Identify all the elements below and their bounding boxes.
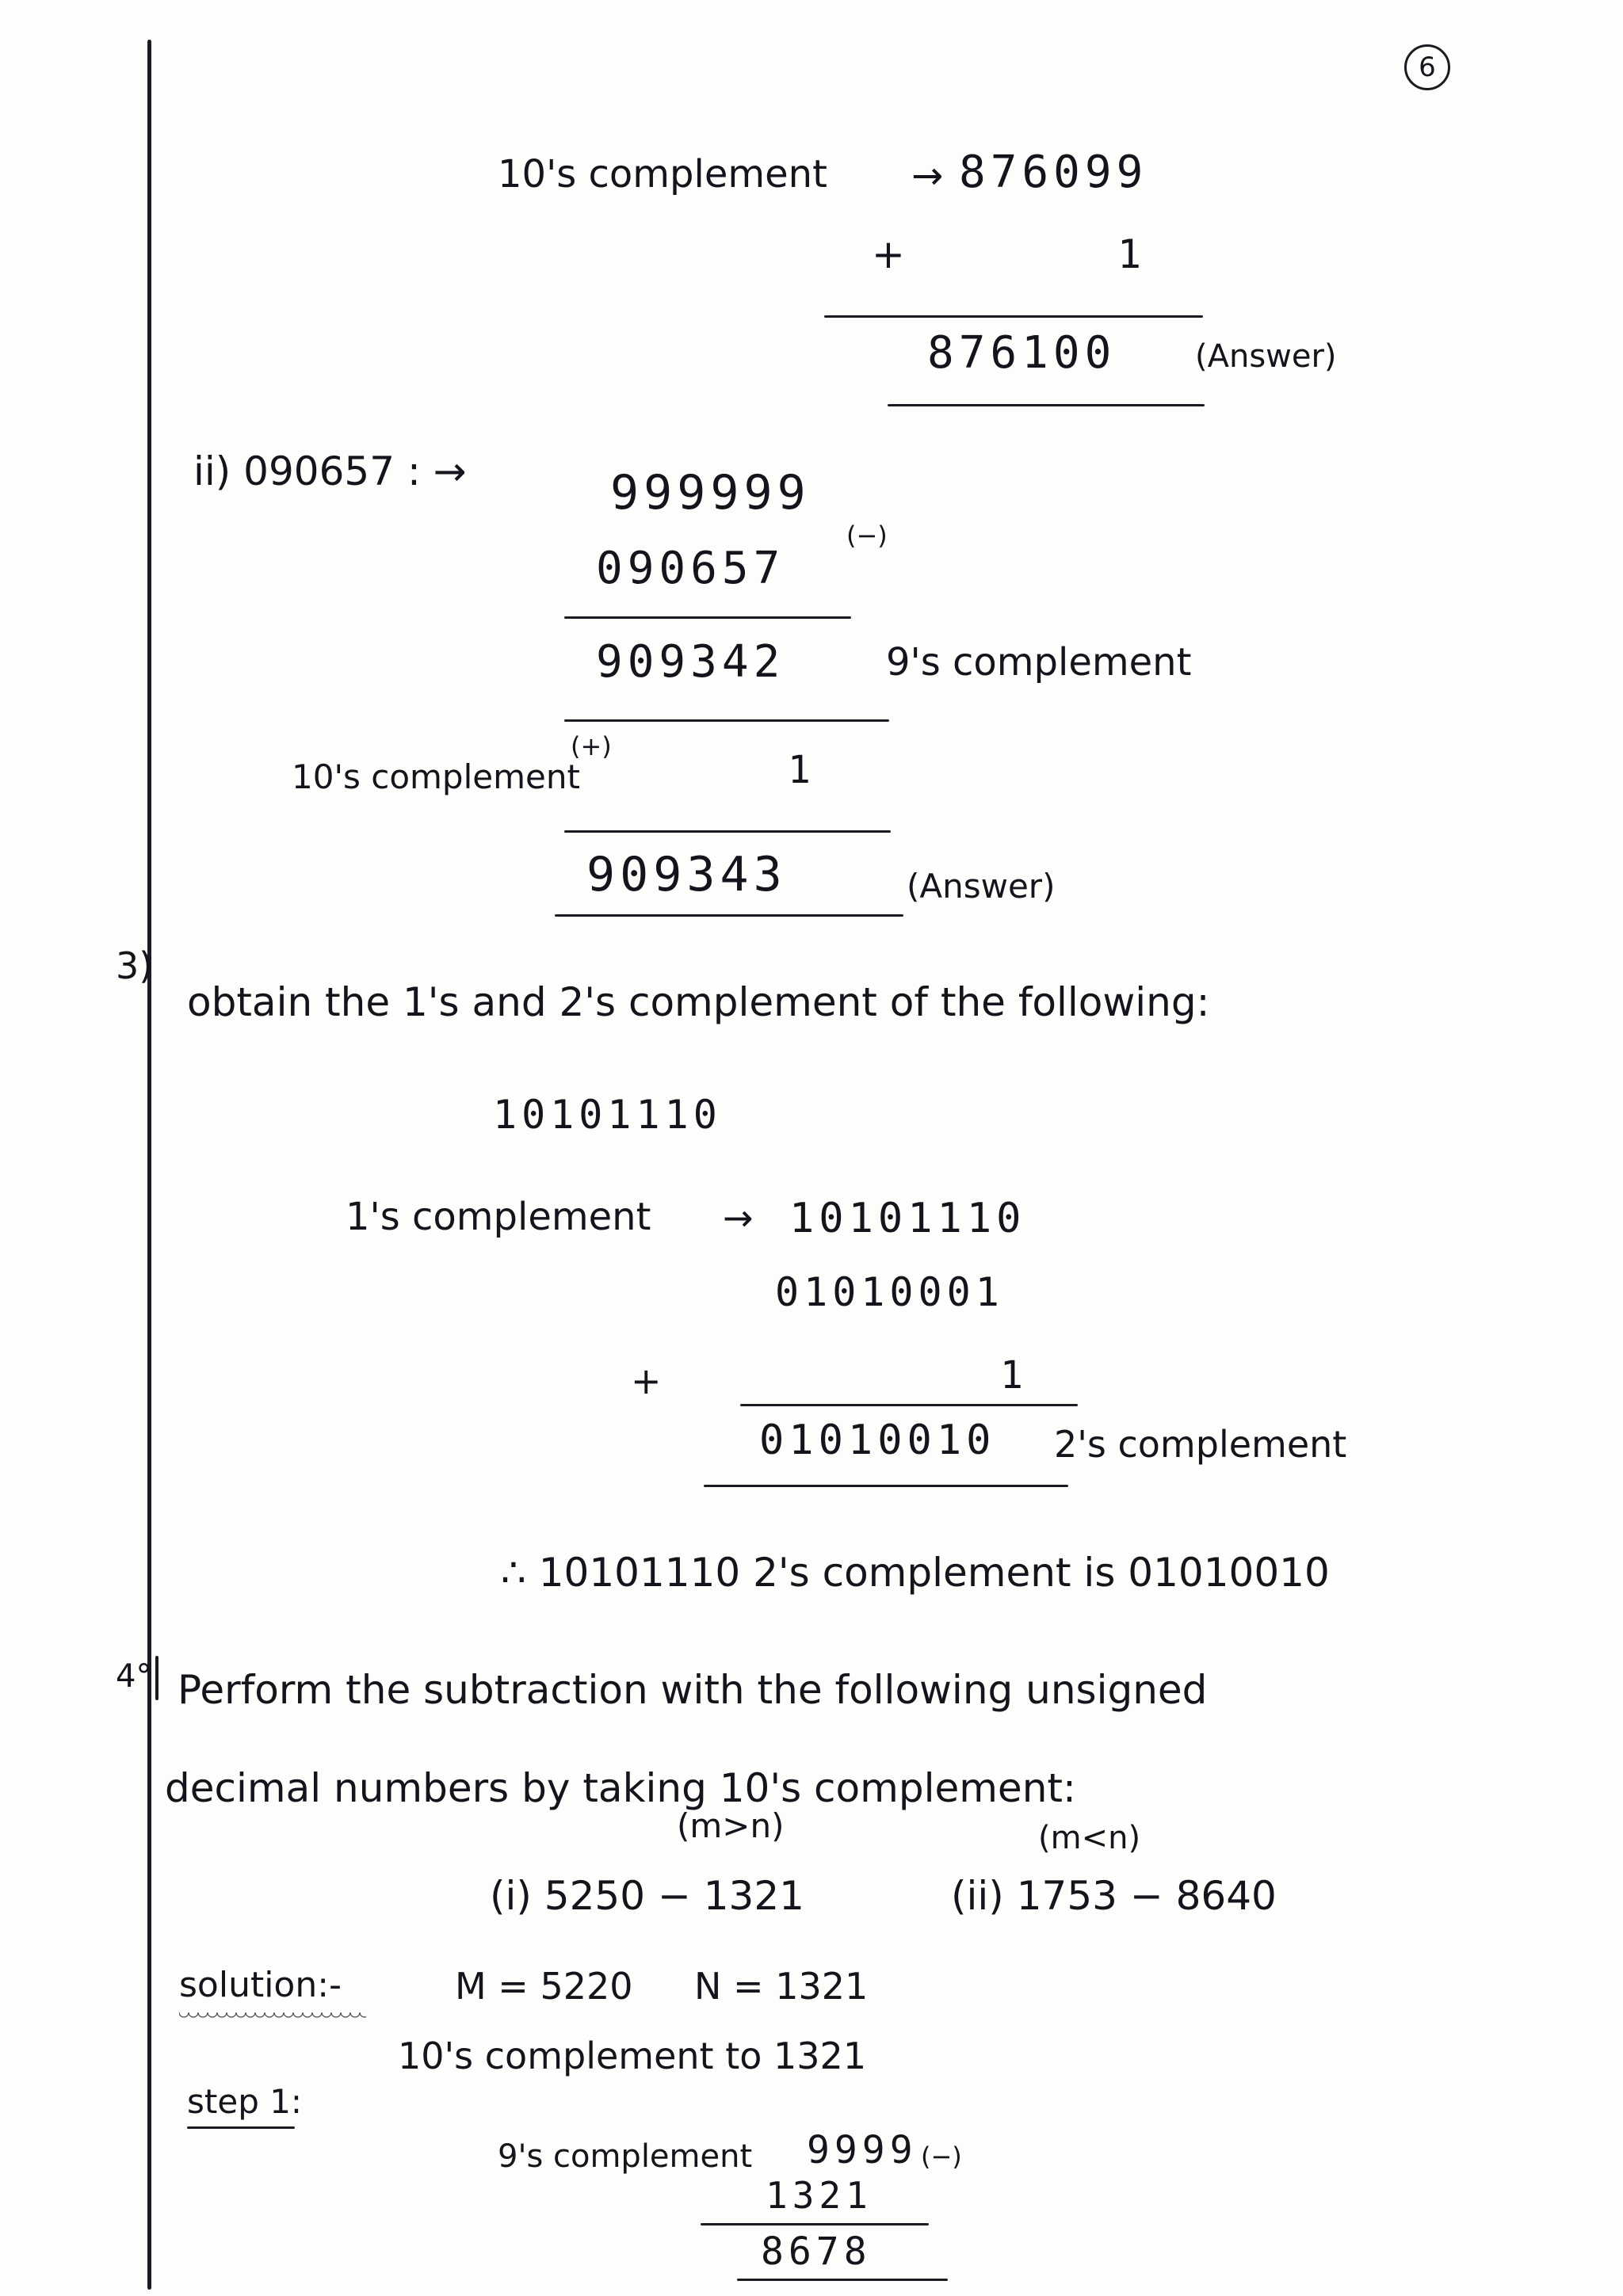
p2-nines-label: 9's complement — [886, 640, 1192, 685]
q4-part-i: (i) 5250 − 1321 — [490, 1873, 804, 1919]
p2-one: 1 — [788, 748, 815, 792]
p2-label: ii) 090657 : → — [193, 448, 467, 494]
q3-underline — [704, 1485, 1068, 1487]
q4-margin-mark — [155, 1656, 158, 1700]
p1-label: 10's complement — [498, 152, 827, 196]
q3-twos-result: 01010010 — [759, 1417, 996, 1464]
q3-one: 1 — [1000, 1353, 1028, 1398]
q3-conclusion: ∴ 10101110 2's complement is 01010010 — [501, 1550, 1330, 1596]
p1-arrow: → — [911, 154, 944, 198]
q4-prompt-line2: decimal numbers by taking 10's complement: — [165, 1765, 1076, 1811]
q4-step-label: step 1: — [187, 2082, 303, 2121]
q4-part-ii: (ii) 1753 − 8640 — [951, 1873, 1277, 1919]
p1-result: 876100 — [927, 327, 1117, 379]
q4-underline — [737, 2279, 948, 2281]
q4-m-value: M = 5220 — [455, 1965, 633, 2008]
q3-plus: + — [631, 1360, 662, 1402]
p2-underline — [555, 914, 903, 917]
p1-sum-rule — [824, 315, 1203, 318]
q4-solution-label: solution:- — [179, 1965, 342, 2005]
q3-number: 3) — [116, 944, 154, 987]
p1-answer: (Answer) — [1195, 338, 1337, 375]
p2-sub-rule — [564, 616, 851, 619]
q4-nines: 9999 — [807, 2128, 918, 2172]
p1-underline — [888, 404, 1205, 406]
p2-answer: (Answer) — [907, 867, 1056, 906]
q3-ones-label: 1's complement — [346, 1195, 651, 1239]
q3-sum-rule — [740, 1404, 1078, 1406]
p1-one: 1 — [1117, 231, 1147, 277]
q4-sub-rule — [701, 2223, 929, 2225]
q4-prompt-line1: Perform the subtraction with the following unsigned — [178, 1667, 1208, 1713]
p1-value: 876099 — [959, 147, 1148, 198]
p2-tens-label: 10's complement — [292, 757, 580, 796]
q4-subtrahend: 1321 — [766, 2174, 873, 2217]
q3-twos-label: 2's complement — [1054, 1423, 1347, 1466]
q3-value: 10101110 — [493, 1092, 722, 1138]
q4-solution-underline — [179, 2012, 366, 2022]
p2-nines-rule — [564, 719, 889, 722]
p2-result: 909343 — [586, 847, 787, 902]
page-number: 6 — [1419, 51, 1436, 83]
p2-sum-rule — [564, 830, 891, 833]
p1-plus: + — [872, 231, 905, 277]
q4-n-value: N = 1321 — [694, 1965, 869, 2008]
page-number-badge — [1404, 44, 1450, 90]
p2-value: 090657 — [596, 543, 785, 594]
q3-prompt: obtain the 1's and 2's complement of the following: — [187, 979, 1210, 1025]
q4-cond-ii: (m<n) — [1038, 1820, 1141, 1856]
q4-result: 8678 — [761, 2229, 872, 2274]
q3-ones-input: 10101110 — [789, 1195, 1026, 1242]
q3-arrow: → — [723, 1196, 754, 1239]
q4-step-underline — [187, 2126, 295, 2129]
p2-nines: 999999 — [610, 465, 811, 521]
q4-tens-line: 10's complement to 1321 — [398, 2035, 867, 2077]
p2-plus: (+) — [571, 731, 612, 761]
q4-number: 4° — [116, 1658, 152, 1695]
q4-minus: (−) — [921, 2142, 962, 2172]
q4-nines-label: 9's complement — [498, 2138, 753, 2175]
q3-ones-result: 01010001 — [775, 1269, 1004, 1315]
q4-cond-i: (m>n) — [677, 1806, 785, 1845]
p2-minus: (−) — [846, 521, 888, 551]
margin-line — [147, 40, 151, 2290]
p2-nines-result: 909342 — [596, 636, 785, 688]
